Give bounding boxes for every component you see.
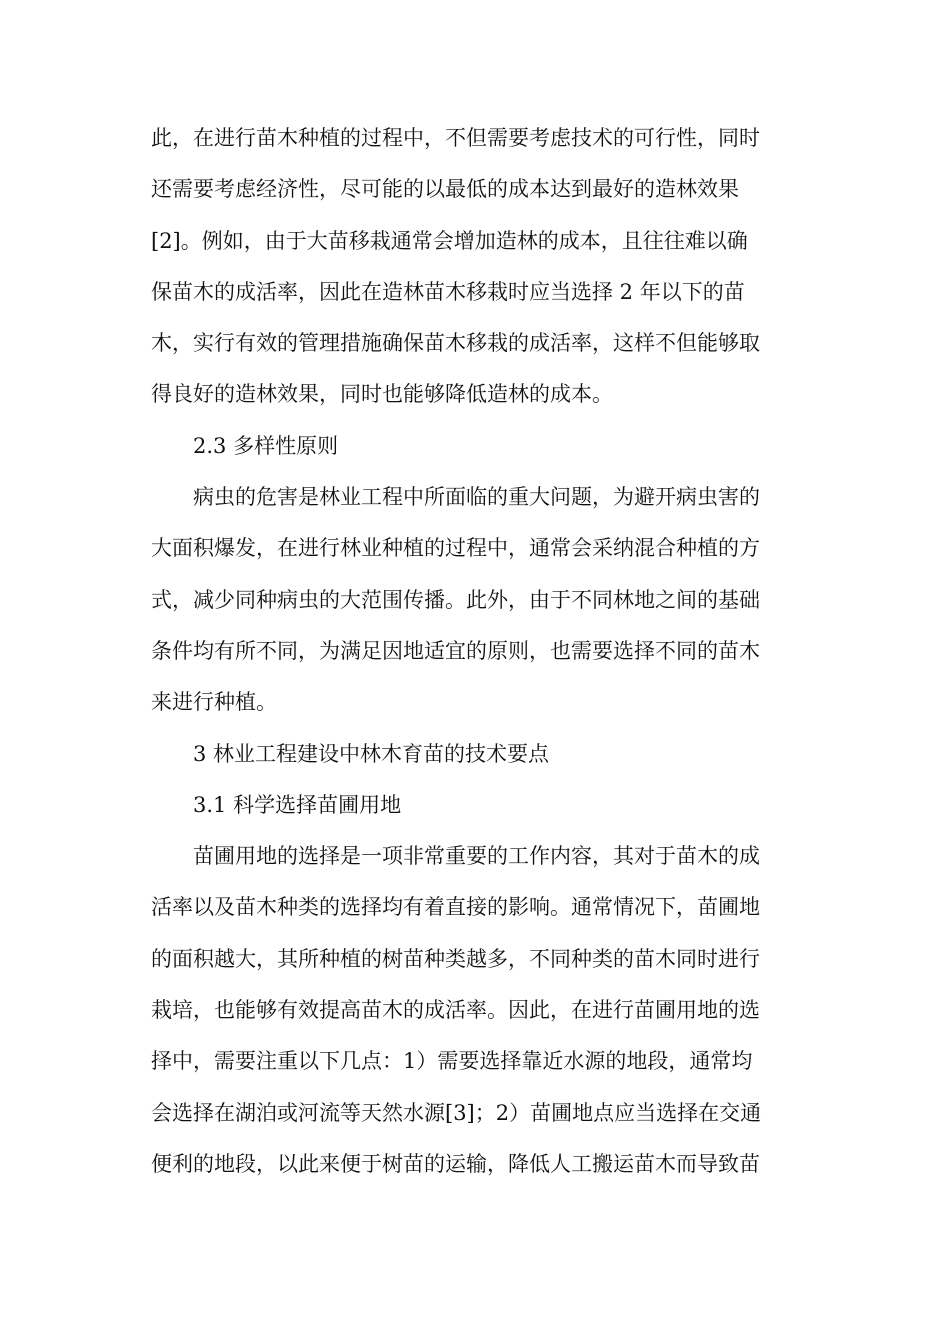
paragraph-line: 得良好的造林效果，同时也能够降低造林的成本。 <box>151 382 613 407</box>
paragraph-line: 式，减少同种病虫的大范围传播。此外，由于不同林地之间的基础 <box>151 587 760 612</box>
paragraph-line: [2]。例如，由于大苗移栽通常会增加造林的成本，且往往难以确 <box>151 228 748 253</box>
subsection-heading: 3.1 科学选择苗圃用地 <box>193 792 402 817</box>
paragraph-line: 便利的地段，以此来便于树苗的运输，降低人工搬运苗木而导致苗 <box>151 1151 760 1176</box>
paragraph-line: 病虫的危害是林业工程中所面临的重大问题，为避开病虫害的 <box>193 485 760 510</box>
paragraph-line: 活率以及苗木种类的选择均有着直接的影响。通常情况下，苗圃地 <box>151 895 760 920</box>
paragraph-line: 条件均有所不同，为满足因地适宜的原则，也需要选择不同的苗木 <box>151 638 760 663</box>
paragraph-line: 木，实行有效的管理措施确保苗木移栽的成活率，这样不但能够取 <box>151 331 760 356</box>
paragraph-line: 苗圃用地的选择是一项非常重要的工作内容，其对于苗木的成 <box>193 844 760 869</box>
section-heading: 3 林业工程建设中林木育苗的技术要点 <box>193 741 550 766</box>
paragraph-line: 保苗木的成活率，因此在造林苗木移栽时应当选择 2 年以下的苗 <box>151 279 745 304</box>
paragraph-line: 大面积爆发，在进行林业种植的过程中，通常会采纳混合种植的方 <box>151 536 760 561</box>
section-heading: 2.3 多样性原则 <box>193 433 339 458</box>
paragraph-line: 的面积越大，其所种植的树苗种类越多，不同种类的苗木同时进行 <box>151 946 760 971</box>
paragraph-line: 此，在进行苗木种植的过程中，不但需要考虑技术的可行性，同时 <box>151 126 760 150</box>
paragraph-line: 栽培，也能够有效提高苗木的成活率。因此，在进行苗圃用地的选 <box>151 998 760 1023</box>
paragraph-line: 会选择在湖泊或河流等天然水源[3]；2）苗圃地点应当选择在交通 <box>151 1100 762 1125</box>
body-text <box>151 113 799 1190</box>
paragraph-line: 择中，需要注重以下几点：1）需要选择靠近水源的地段，通常均 <box>151 1049 753 1074</box>
paragraph-line: 来进行种植。 <box>151 690 277 715</box>
paragraph-line: 还需要考虑经济性，尽可能的以最低的成本达到最好的造林效果 <box>151 177 739 202</box>
